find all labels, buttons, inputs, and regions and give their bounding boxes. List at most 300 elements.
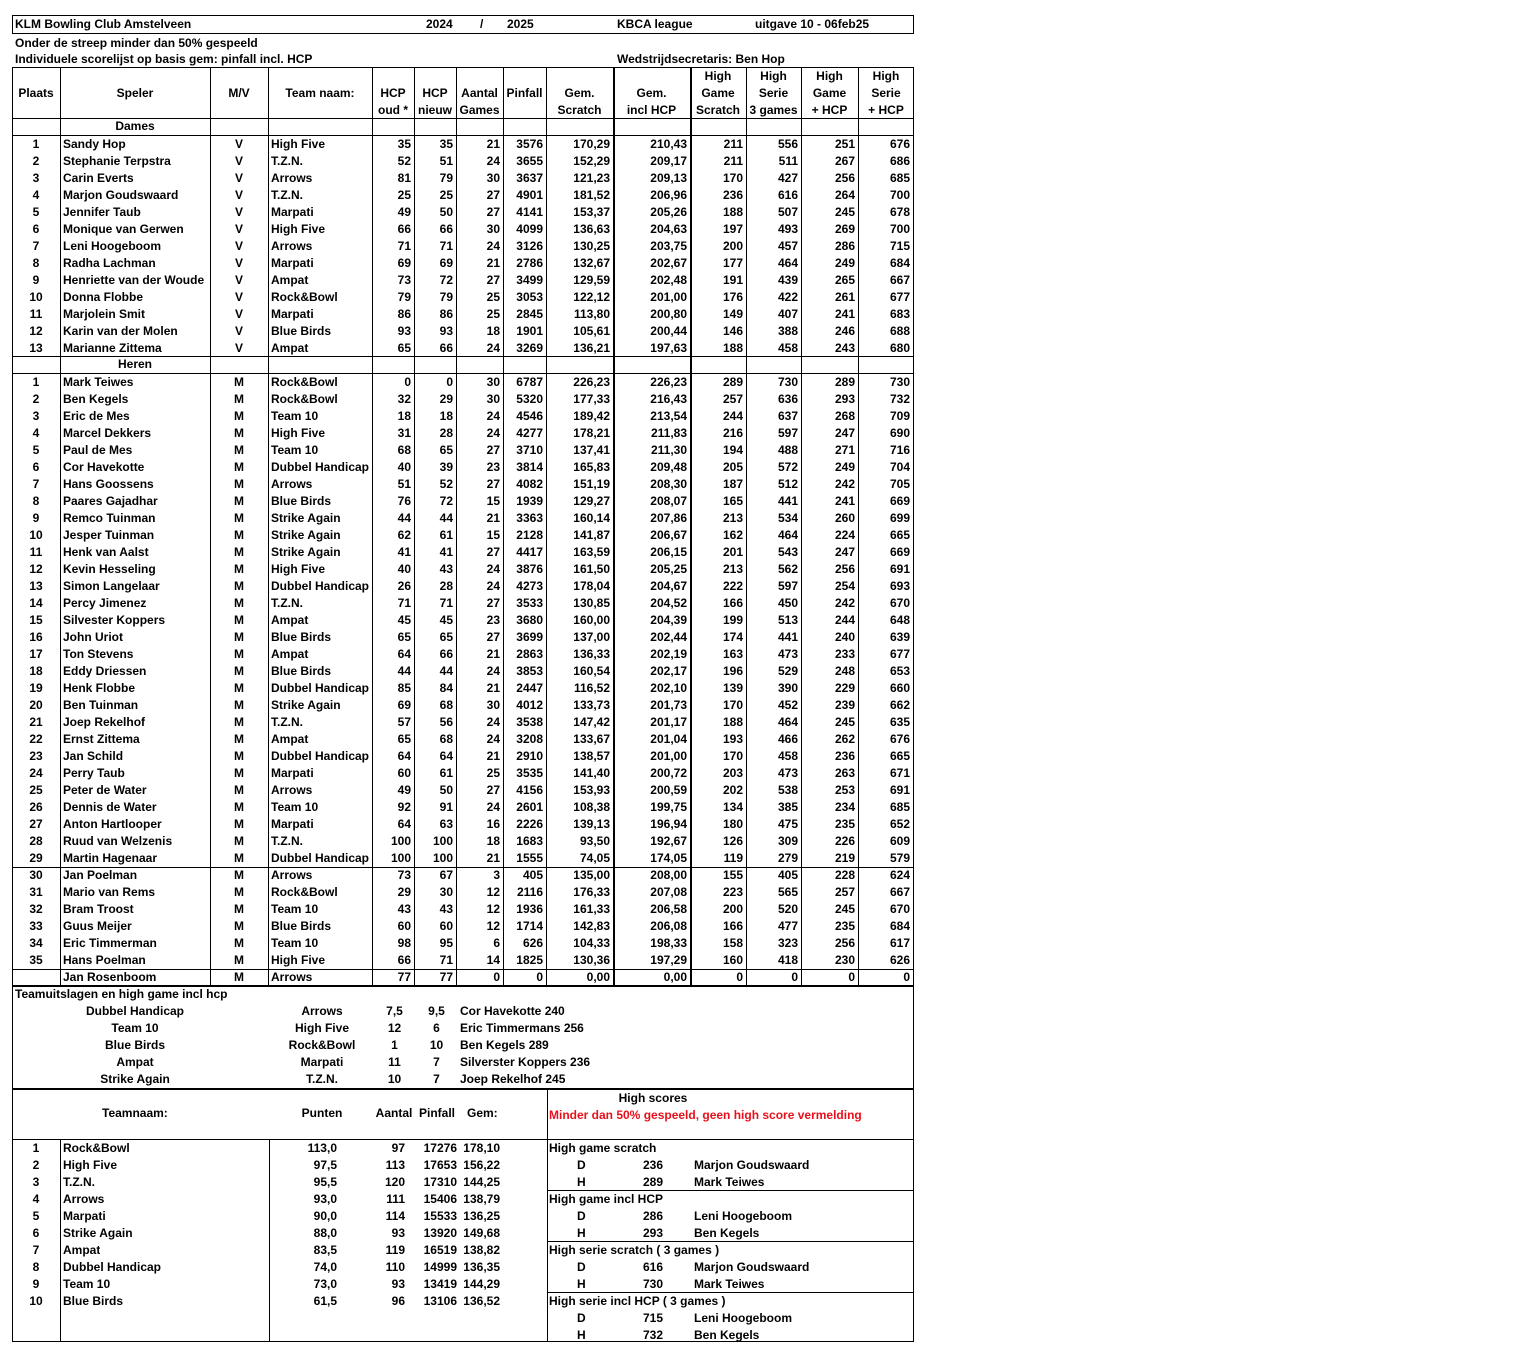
heren-cell-col-hg-scratch: 213 [722,562,743,576]
standings-team: Marpati [63,1209,106,1223]
dames-cell-col-hg-hcp: 245 [834,205,855,219]
heren-cell-col-hs-hcp: 732 [889,392,910,406]
heren-cell-col-gem-hcp: 205,25 [650,562,687,576]
league-name: KBCA league [617,17,693,31]
heren-cell-col-hg-scratch: 174 [722,630,743,644]
dames-cell-col-gem-scratch: 152,29 [573,154,610,168]
dames-cell-col-hs-scratch: 511 [778,154,798,168]
heren-cell-col-plaats: 15 [29,613,43,627]
col-hg-hcp: High [816,69,843,83]
dames-cell-col-hcp-nieuw: 72 [439,273,453,287]
result-highgame: Silverster Koppers 236 [460,1055,591,1069]
standings-aantal: 114 [385,1209,405,1223]
standings-gem: 178,10 [463,1141,500,1155]
standings-punten: 83,5 [313,1243,337,1257]
dames-cell-col-games: 27 [486,188,500,202]
heren-cell-col-games: 14 [486,953,500,967]
dames-cell-col-hcp-nieuw: 35 [439,137,453,151]
heren-cell-col-speler: Guus Meijer [63,919,132,933]
heren-cell-col-mv: M [234,562,244,576]
standings-h-pinfall: Pinfall [418,1106,455,1120]
heren-cell-col-pinfall: 4012 [516,698,543,712]
heren-cell-col-pinfall: 5320 [516,392,543,406]
heren-cell-col-games: 24 [486,664,500,678]
heren-cell-col-gem-hcp: 204,52 [650,596,687,610]
dames-cell-col-team: Arrows [271,171,313,185]
heren-cell-col-hcp-nieuw: 65 [439,443,453,457]
dames-cell-col-hcp-oud: 73 [397,273,411,287]
heren-cell-col-mv: M [234,902,244,916]
heren-cell-col-hcp-nieuw: 50 [439,783,453,797]
dames-cell-col-gem-scratch: 170,29 [573,137,610,151]
heren-cell-col-hs-hcp: 639 [889,630,910,644]
heren-cell-col-hg-scratch: 213 [722,511,743,525]
heren-cell-col-mv: M [234,715,244,729]
heren-cell-col-pinfall: 0 [536,970,543,984]
heren-cell-col-gem-scratch: 189,42 [573,409,610,423]
dames-cell-col-mv: V [234,290,243,304]
heren-cell-col-hs-scratch: 534 [777,511,798,525]
dames-cell-col-speler: Donna Flobbe [63,290,143,304]
result-home: Dubbel Handicap [85,1004,184,1018]
note-basis: Individuele scorelijst op basis gem: pinfall incl. HCP [15,52,313,66]
heren-cell-col-mv: M [234,375,244,389]
dames-cell-col-hs-scratch: 616 [777,188,798,202]
heren-cell-col-gem-hcp: 207,08 [650,885,687,899]
heren-cell-col-pinfall: 1825 [516,953,543,967]
col-hs-scratch: High [760,69,787,83]
dames-cell-col-games: 21 [486,137,500,151]
heren-cell-col-plaats: 16 [29,630,43,644]
heren-cell-col-hcp-nieuw: 0 [446,375,453,389]
heren-cell-col-gem-scratch: 160,54 [573,664,610,678]
heren-cell-col-gem-hcp: 209,48 [650,460,687,474]
heren-cell-col-team: Ampat [271,613,309,627]
heren-cell-col-team: T.Z.N. [271,715,303,729]
heren-cell-col-games: 24 [486,562,500,576]
heren-cell-col-gem-hcp: 211,83 [650,426,687,440]
heren-cell-col-pinfall: 626 [522,936,543,950]
heren-cell-col-pinfall: 1555 [516,851,543,865]
heren-cell-col-speler: Jesper Tuinman [63,528,155,542]
highscore-value: 732 [643,1328,664,1342]
dames-cell-col-hg-scratch: 197 [722,222,743,236]
heren-cell-col-hcp-nieuw: 29 [439,392,453,406]
standings-aantal: 120 [384,1175,405,1189]
dames-cell-col-gem-scratch: 121,23 [573,171,610,185]
heren-cell-col-pinfall: 3699 [516,630,543,644]
dames-cell-col-hs-scratch: 388 [777,324,798,338]
standings-aantal: 97 [391,1141,405,1155]
heren-cell-col-hs-scratch: 390 [777,681,798,695]
heren-cell-col-hcp-oud: 98 [397,936,411,950]
heren-cell-col-gem-scratch: 141,87 [573,528,610,542]
heren-cell-col-hs-scratch: 597 [777,579,798,593]
heren-cell-col-gem-scratch: 163,59 [573,545,610,559]
heren-cell-col-mv: M [234,732,244,746]
heren-cell-col-hcp-nieuw: 72 [439,494,453,508]
col-hcp-nieuw: HCP [422,86,448,100]
heren-cell-col-hg-hcp: 244 [834,613,855,627]
result-away: Marpati [300,1055,344,1069]
result-highgame: Joep Rekelhof 245 [460,1072,566,1086]
heren-cell-col-mv: M [234,868,244,882]
dames-cell-col-hcp-oud: 66 [397,222,411,236]
heren-cell-col-hs-hcp: 624 [889,868,910,882]
standings-pinfall: 13419 [423,1277,457,1291]
highscore-value: 286 [643,1209,664,1223]
heren-cell-col-gem-hcp: 201,04 [650,732,687,746]
heren-cell-col-gem-scratch: 133,67 [573,732,610,746]
heren-cell-col-hcp-oud: 40 [397,562,411,576]
heren-cell-col-mv: M [234,460,244,474]
heren-cell-col-hg-scratch: 200 [722,902,743,916]
heren-cell-col-gem-hcp: 206,08 [650,919,687,933]
heren-cell-col-hs-hcp: 684 [889,919,910,933]
result-highgame: Ben Kegels 289 [460,1038,549,1052]
heren-cell-col-hg-hcp: 226 [834,834,855,848]
heren-cell-col-hg-scratch: 180 [722,817,743,831]
heren-cell-col-hg-hcp: 234 [834,800,855,814]
standings-h-gem: Gem: [467,1106,498,1120]
dames-cell-col-hs-scratch: 556 [777,137,798,151]
heren-cell-col-hg-hcp: 240 [834,630,855,644]
heren-cell-col-hcp-oud: 92 [397,800,411,814]
dames-cell-col-hg-hcp: 246 [834,324,855,338]
col-hs-hcp: High [872,69,900,83]
dames-cell-col-speler: Sandy Hop [63,137,126,151]
standings-punten: 90,0 [313,1209,337,1223]
dames-cell-col-gem-hcp: 210,43 [650,137,687,151]
dames-cell-col-gem-hcp: 200,80 [650,307,687,321]
heren-cell-col-hs-hcp: 635 [889,715,910,729]
heren-cell-col-hcp-oud: 60 [397,766,411,780]
dames-cell-col-hg-hcp: 267 [834,154,855,168]
heren-cell-col-gem-scratch: 74,05 [579,851,610,865]
dames-cell-col-pinfall: 1901 [516,324,543,338]
heren-cell-col-mv: M [234,664,244,678]
dames-cell-col-plaats: 12 [29,324,43,338]
heren-cell-col-hg-scratch: 0 [736,970,743,984]
heren-cell-col-plaats: 26 [29,800,43,814]
dames-cell-col-team: T.Z.N. [271,188,303,202]
dames-cell-col-pinfall: 4141 [516,205,543,219]
heren-cell-col-team: Blue Birds [271,664,332,678]
dames-cell-col-gem-scratch: 136,21 [573,341,610,355]
heren-cell-col-pinfall: 4277 [516,426,543,440]
dames-cell-col-hs-hcp: 667 [889,273,910,287]
dames-cell-col-pinfall: 3576 [516,137,543,151]
heren-cell-col-gem-scratch: 116,52 [573,681,610,695]
heren-cell-col-hcp-nieuw: 44 [439,511,453,525]
dames-cell-col-gem-hcp: 204,63 [650,222,687,236]
standings-punten: 61,5 [313,1294,337,1308]
heren-cell-col-hcp-oud: 76 [397,494,411,508]
heren-cell-col-hg-scratch: 193 [722,732,743,746]
heren-cell-col-mv: M [234,579,244,593]
heren-cell-col-pinfall: 2863 [516,647,543,661]
heren-cell-col-mv: M [234,613,244,627]
heren-cell-col-games: 12 [486,902,500,916]
dames-cell-col-hcp-oud: 35 [397,137,411,151]
heren-cell-col-gem-hcp: 200,59 [650,783,687,797]
dames-cell-col-plaats: 7 [32,239,40,253]
heren-cell-col-hcp-oud: 100 [390,851,411,865]
heren-cell-col-pinfall: 2447 [516,681,543,695]
heren-cell-col-hg-hcp: 242 [834,477,855,491]
heren-cell-col-mv: M [234,834,244,848]
standings-pinfall: 17653 [423,1158,457,1172]
heren-cell-col-speler: Paares Gajadhar [63,494,158,508]
dames-cell-col-games: 30 [486,222,500,236]
dames-cell-col-speler: Marjon Goudswaard [63,188,179,202]
heren-cell-col-hcp-oud: 26 [397,579,411,593]
heren-cell-col-hcp-nieuw: 18 [439,409,453,423]
heren-cell-col-hg-scratch: 119 [723,851,743,865]
standings-team: Blue Birds [63,1294,124,1308]
heren-cell-col-plaats: 5 [32,443,40,457]
dames-cell-col-pinfall: 3637 [516,171,543,185]
dames-cell-col-hs-scratch: 407 [777,307,798,321]
heren-cell-col-plaats: 20 [29,698,43,712]
result-highgame: Cor Havekotte 240 [460,1004,565,1018]
standings-h-punten: Punten [301,1106,343,1120]
heren-cell-col-gem-hcp: 201,73 [650,698,687,712]
col-hcp-oud: oud * [378,103,408,117]
heren-cell-col-hcp-oud: 40 [397,460,411,474]
heren-cell-col-gem-scratch: 135,00 [573,868,610,882]
heren-cell-col-team: Ampat [271,732,309,746]
heren-cell-col-team: Arrows [271,477,313,491]
heren-cell-col-speler: Ton Stevens [63,647,134,661]
standings-team: Ampat [63,1243,101,1257]
heren-cell-col-gem-scratch: 138,57 [573,749,610,763]
heren-cell-col-mv: M [234,426,244,440]
heren-cell-col-pinfall: 3680 [516,613,543,627]
col-hg-hcp: + HCP [811,103,848,117]
heren-cell-col-hg-hcp: 219 [834,851,855,865]
heren-cell-col-hg-scratch: 205 [722,460,743,474]
heren-cell-col-hcp-oud: 66 [397,953,411,967]
dames-cell-col-pinfall: 3499 [516,273,543,287]
highscore-value: 730 [643,1277,664,1291]
col-games: Games [459,103,500,117]
dames-cell-col-pinfall: 2786 [516,256,543,270]
dames-cell-col-pinfall: 3053 [516,290,543,304]
heren-cell-col-gem-hcp: 174,05 [650,851,687,865]
dames-cell-col-gem-scratch: 113,80 [573,307,610,321]
standings-pos: 1 [32,1141,40,1155]
dames-cell-col-team: Blue Birds [271,324,332,338]
standings-team: Team 10 [63,1277,111,1291]
heren-cell-col-hcp-oud: 65 [397,732,411,746]
heren-cell-col-speler: Jan Rosenboom [63,970,157,984]
heren-cell-col-gem-hcp: 208,07 [650,494,687,508]
heren-cell-col-mv: M [234,477,244,491]
heren-cell-col-hs-hcp: 671 [889,766,910,780]
heren-cell-col-hs-scratch: 466 [777,732,798,746]
standings-aantal: 93 [391,1226,405,1240]
dames-cell-col-gem-hcp: 200,44 [650,324,687,338]
heren-cell-col-games: 15 [486,528,500,542]
dames-cell-col-plaats: 3 [32,171,40,185]
dames-cell-col-gem-scratch: 132,67 [573,256,610,270]
heren-cell-col-hcp-nieuw: 61 [439,528,453,542]
heren-cell-col-team: Ampat [271,647,309,661]
dames-cell-col-plaats: 13 [29,341,43,355]
standings-pinfall: 17276 [423,1141,457,1155]
dames-cell-col-team: High Five [271,222,326,236]
heren-cell-col-games: 24 [486,732,500,746]
heren-cell-col-hg-hcp: 242 [834,596,855,610]
heren-cell-col-hcp-nieuw: 100 [432,851,453,865]
heren-cell-col-hcp-nieuw: 41 [439,545,453,559]
heren-cell-col-gem-hcp: 200,72 [650,766,687,780]
highscore-label: High game scratch [549,1141,657,1155]
col-gem-hcp: Gem. [636,86,667,100]
heren-cell-col-hs-hcp: 652 [889,817,910,831]
dames-cell-col-hs-hcp: 684 [889,256,910,270]
heren-cell-col-pinfall: 4082 [516,477,543,491]
dames-cell-col-plaats: 4 [32,188,40,202]
heren-cell-col-gem-scratch: 137,41 [573,443,610,457]
secretary: Wedstrijdsecretaris: Ben Hop [617,52,785,66]
heren-cell-col-team: Team 10 [271,936,319,950]
dames-cell-col-gem-scratch: 122,12 [573,290,610,304]
standings-h-team: Teamnaam: [102,1106,168,1120]
standings-pos: 5 [32,1209,40,1223]
highscore-gender: H [577,1328,586,1342]
heren-cell-col-team: Rock&Bowl [271,885,338,899]
heren-cell-col-gem-scratch: 137,00 [573,630,610,644]
highscore-player: Leni Hoogeboom [694,1311,792,1325]
heren-cell-col-hg-hcp: 245 [834,715,855,729]
heren-cell-col-gem-scratch: 160,00 [573,613,610,627]
col-hs-hcp: Serie [871,86,901,100]
dames-cell-col-games: 21 [486,256,500,270]
heren-cell-col-hcp-oud: 62 [397,528,411,542]
standings-team: High Five [63,1158,118,1172]
heren-cell-col-hcp-oud: 41 [397,545,411,559]
dames-cell-col-hcp-nieuw: 71 [439,239,453,253]
heren-cell-col-gem-hcp: 0,00 [663,970,687,984]
heren-cell-col-hcp-oud: 69 [397,698,411,712]
heren-cell-col-speler: Henk van Aalst [63,545,149,559]
heren-cell-col-games: 30 [486,698,500,712]
heren-cell-col-plaats: 31 [29,885,43,899]
heren-cell-col-team: Arrows [271,868,313,882]
heren-cell-col-hg-hcp: 271 [834,443,855,457]
heren-cell-col-games: 21 [486,749,500,763]
heren-cell-col-hcp-nieuw: 100 [432,834,453,848]
heren-cell-col-gem-hcp: 208,00 [650,868,687,882]
heren-cell-col-hg-hcp: 241 [834,494,855,508]
dames-cell-col-hg-hcp: 249 [834,256,855,270]
heren-cell-col-hs-hcp: 648 [889,613,910,627]
result-home-pts: 12 [387,1021,402,1035]
heren-cell-col-hs-hcp: 690 [889,426,910,440]
dames-cell-col-hs-scratch: 427 [777,171,798,185]
heren-cell-col-speler: Eric Timmerman [63,936,157,950]
heren-cell-col-hs-scratch: 636 [777,392,798,406]
heren-cell-col-hcp-oud: 31 [397,426,411,440]
heren-cell-col-gem-scratch: 153,93 [573,783,610,797]
heren-cell-col-speler: Remco Tuinman [63,511,156,525]
dames-cell-col-gem-scratch: 153,37 [573,205,610,219]
heren-cell-col-hcp-oud: 18 [397,409,411,423]
dames-cell-col-pinfall: 4901 [516,188,543,202]
heren-cell-col-gem-scratch: 139,13 [573,817,610,831]
dames-cell-col-plaats: 5 [32,205,40,219]
dames-cell-col-hs-hcp: 678 [889,205,910,219]
heren-cell-col-gem-scratch: 176,33 [573,885,610,899]
heren-cell-col-hg-scratch: 139 [722,681,743,695]
heren-cell-col-team: Strike Again [271,698,341,712]
heren-cell-col-speler: Kevin Hesseling [63,562,156,576]
heren-cell-col-team: Dubbel Handicap [271,681,370,695]
dames-cell-col-gem-hcp: 202,48 [650,273,687,287]
heren-cell-col-pinfall: 2226 [516,817,543,831]
heren-cell-col-hs-hcp: 716 [889,443,910,457]
dames-cell-col-gem-scratch: 105,61 [573,324,610,338]
heren-cell-col-games: 23 [486,613,500,627]
heren-cell-col-plaats: 32 [29,902,43,916]
highscore-gender: H [577,1175,586,1189]
heren-cell-col-hcp-oud: 60 [397,919,411,933]
standings-team: Arrows [63,1192,105,1206]
heren-cell-col-team: Rock&Bowl [271,375,338,389]
result-home: Strike Again [100,1072,170,1086]
dames-cell-col-games: 25 [486,307,500,321]
heren-cell-col-hs-scratch: 730 [777,375,798,389]
heren-cell-col-mv: M [234,885,244,899]
heren-cell-col-hg-hcp: 235 [834,919,855,933]
heren-cell-col-hs-scratch: 477 [777,919,798,933]
col-plaats: Plaats [18,86,54,100]
heren-cell-col-pinfall: 1936 [516,902,543,916]
heren-cell-col-speler: Dennis de Water [63,800,157,814]
heren-cell-col-mv: M [234,681,244,695]
standings-aantal: 96 [391,1294,405,1308]
heren-cell-col-plaats: 28 [29,834,43,848]
heren-cell-col-hg-scratch: 170 [722,749,743,763]
heren-cell-col-pinfall: 4417 [516,545,543,559]
heren-cell-col-hs-hcp: 730 [889,375,910,389]
dames-cell-col-hg-scratch: 149 [722,307,743,321]
heren-cell-col-hcp-nieuw: 43 [439,902,453,916]
standings-gem: 144,25 [463,1175,500,1189]
heren-cell-col-plaats: 23 [29,749,43,763]
heren-cell-col-hcp-oud: 77 [397,970,411,984]
heren-cell-col-hg-scratch: 244 [722,409,743,423]
heren-cell-col-hs-scratch: 565 [777,885,798,899]
heren-cell-col-hg-hcp: 256 [834,562,855,576]
heren-cell-col-plaats: 4 [32,426,40,440]
result-highgame: Eric Timmermans 256 [460,1021,584,1035]
heren-cell-col-speler: Eddy Driessen [63,664,147,678]
heren-cell-col-hcp-oud: 44 [397,664,411,678]
heren-cell-col-hcp-nieuw: 28 [439,426,453,440]
dames-cell-col-hcp-oud: 52 [397,154,411,168]
heren-cell-col-gem-scratch: 161,50 [573,562,610,576]
dames-cell-col-hcp-oud: 69 [397,256,411,270]
dames-cell-col-hg-hcp: 256 [834,171,855,185]
heren-cell-col-plaats: 6 [32,460,40,474]
heren-cell-col-pinfall: 3853 [516,664,543,678]
standings-gem: 144,29 [463,1277,500,1291]
dames-cell-col-team: Ampat [271,273,309,287]
heren-cell-col-mv: M [234,749,244,763]
